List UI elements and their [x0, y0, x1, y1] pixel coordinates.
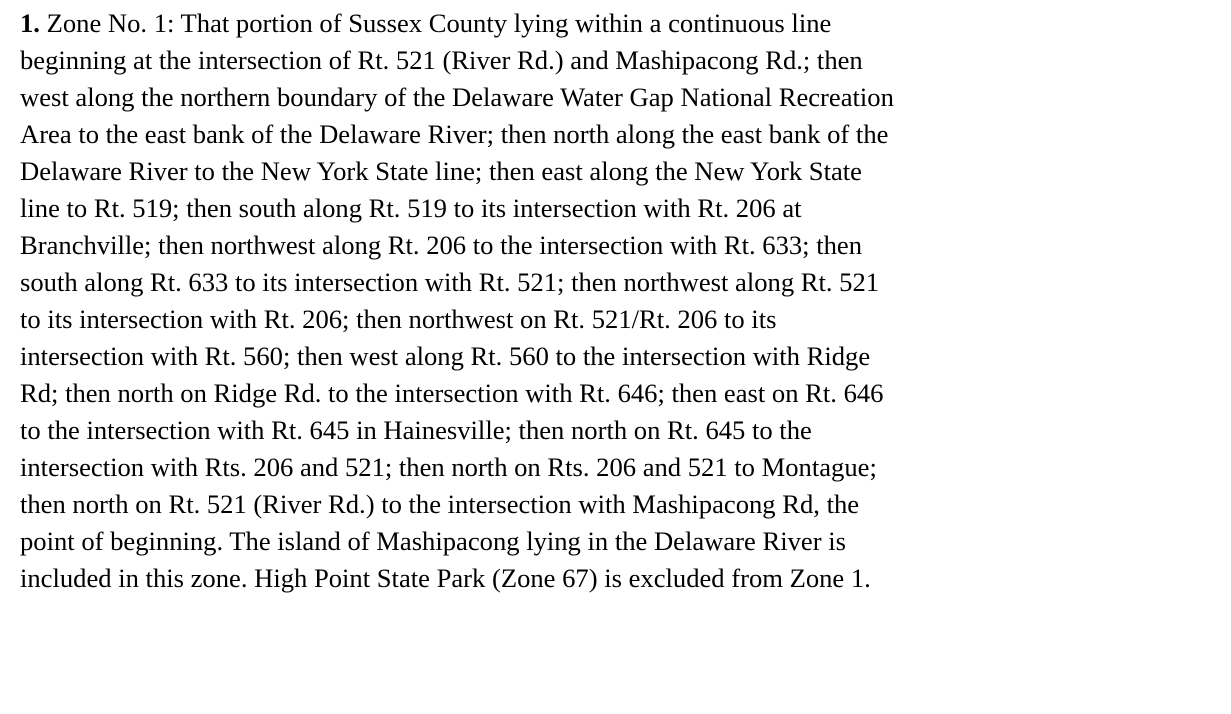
zone-paragraph [20, 5, 1211, 597]
paragraph-line: point of beginning. The island of Mashipacong lying in the Delaware River is [20, 526, 846, 556]
paragraph-line: west along the northern boundary of the Delaware Water Gap National Recreation [20, 82, 894, 112]
paragraph-line-text: Zone No. 1: That portion of Sussex County lying within a continuous line [39, 8, 832, 38]
paragraph-line: beginning at the intersection of Rt. 521 (River Rd.) and Mashipacong Rd.; then [20, 45, 863, 75]
paragraph-line: to the intersection with Rt. 645 in Hainesville; then north on Rt. 645 to the [20, 415, 812, 445]
paragraph-line: line to Rt. 519; then south along Rt. 519 to its intersection with Rt. 206 at [20, 193, 802, 223]
paragraph-line: included in this zone. High Point State Park (Zone 67) is excluded from Zone 1. [20, 563, 871, 593]
paragraph-line: Branchville; then northwest along Rt. 206 to the intersection with Rt. 633; then [20, 230, 863, 260]
paragraph-line: Delaware River to the New York State line; then east along the New York State [20, 156, 862, 186]
paragraph-number: 1. [20, 8, 40, 38]
paragraph-line [20, 5, 1211, 42]
paragraph-line: intersection with Rt. 560; then west along Rt. 560 to the intersection with Ridge [20, 341, 871, 371]
paragraph-line: intersection with Rts. 206 and 521; then north on Rts. 206 and 521 to Montague; [20, 452, 877, 482]
paragraph-line: Area to the east bank of the Delaware River; then north along the east bank of the [20, 119, 889, 149]
paragraph-line: to its intersection with Rt. 206; then northwest on Rt. 521/Rt. 206 to its [20, 304, 777, 334]
paragraph-line: then north on Rt. 521 (River Rd.) to the intersection with Mashipacong Rd, the [20, 489, 860, 519]
paragraph-line: south along Rt. 633 to its intersection with Rt. 521; then northwest along Rt. 521 [20, 267, 880, 297]
paragraph-line: Rd; then north on Ridge Rd. to the intersection with Rt. 646; then east on Rt. 646 [20, 378, 884, 408]
